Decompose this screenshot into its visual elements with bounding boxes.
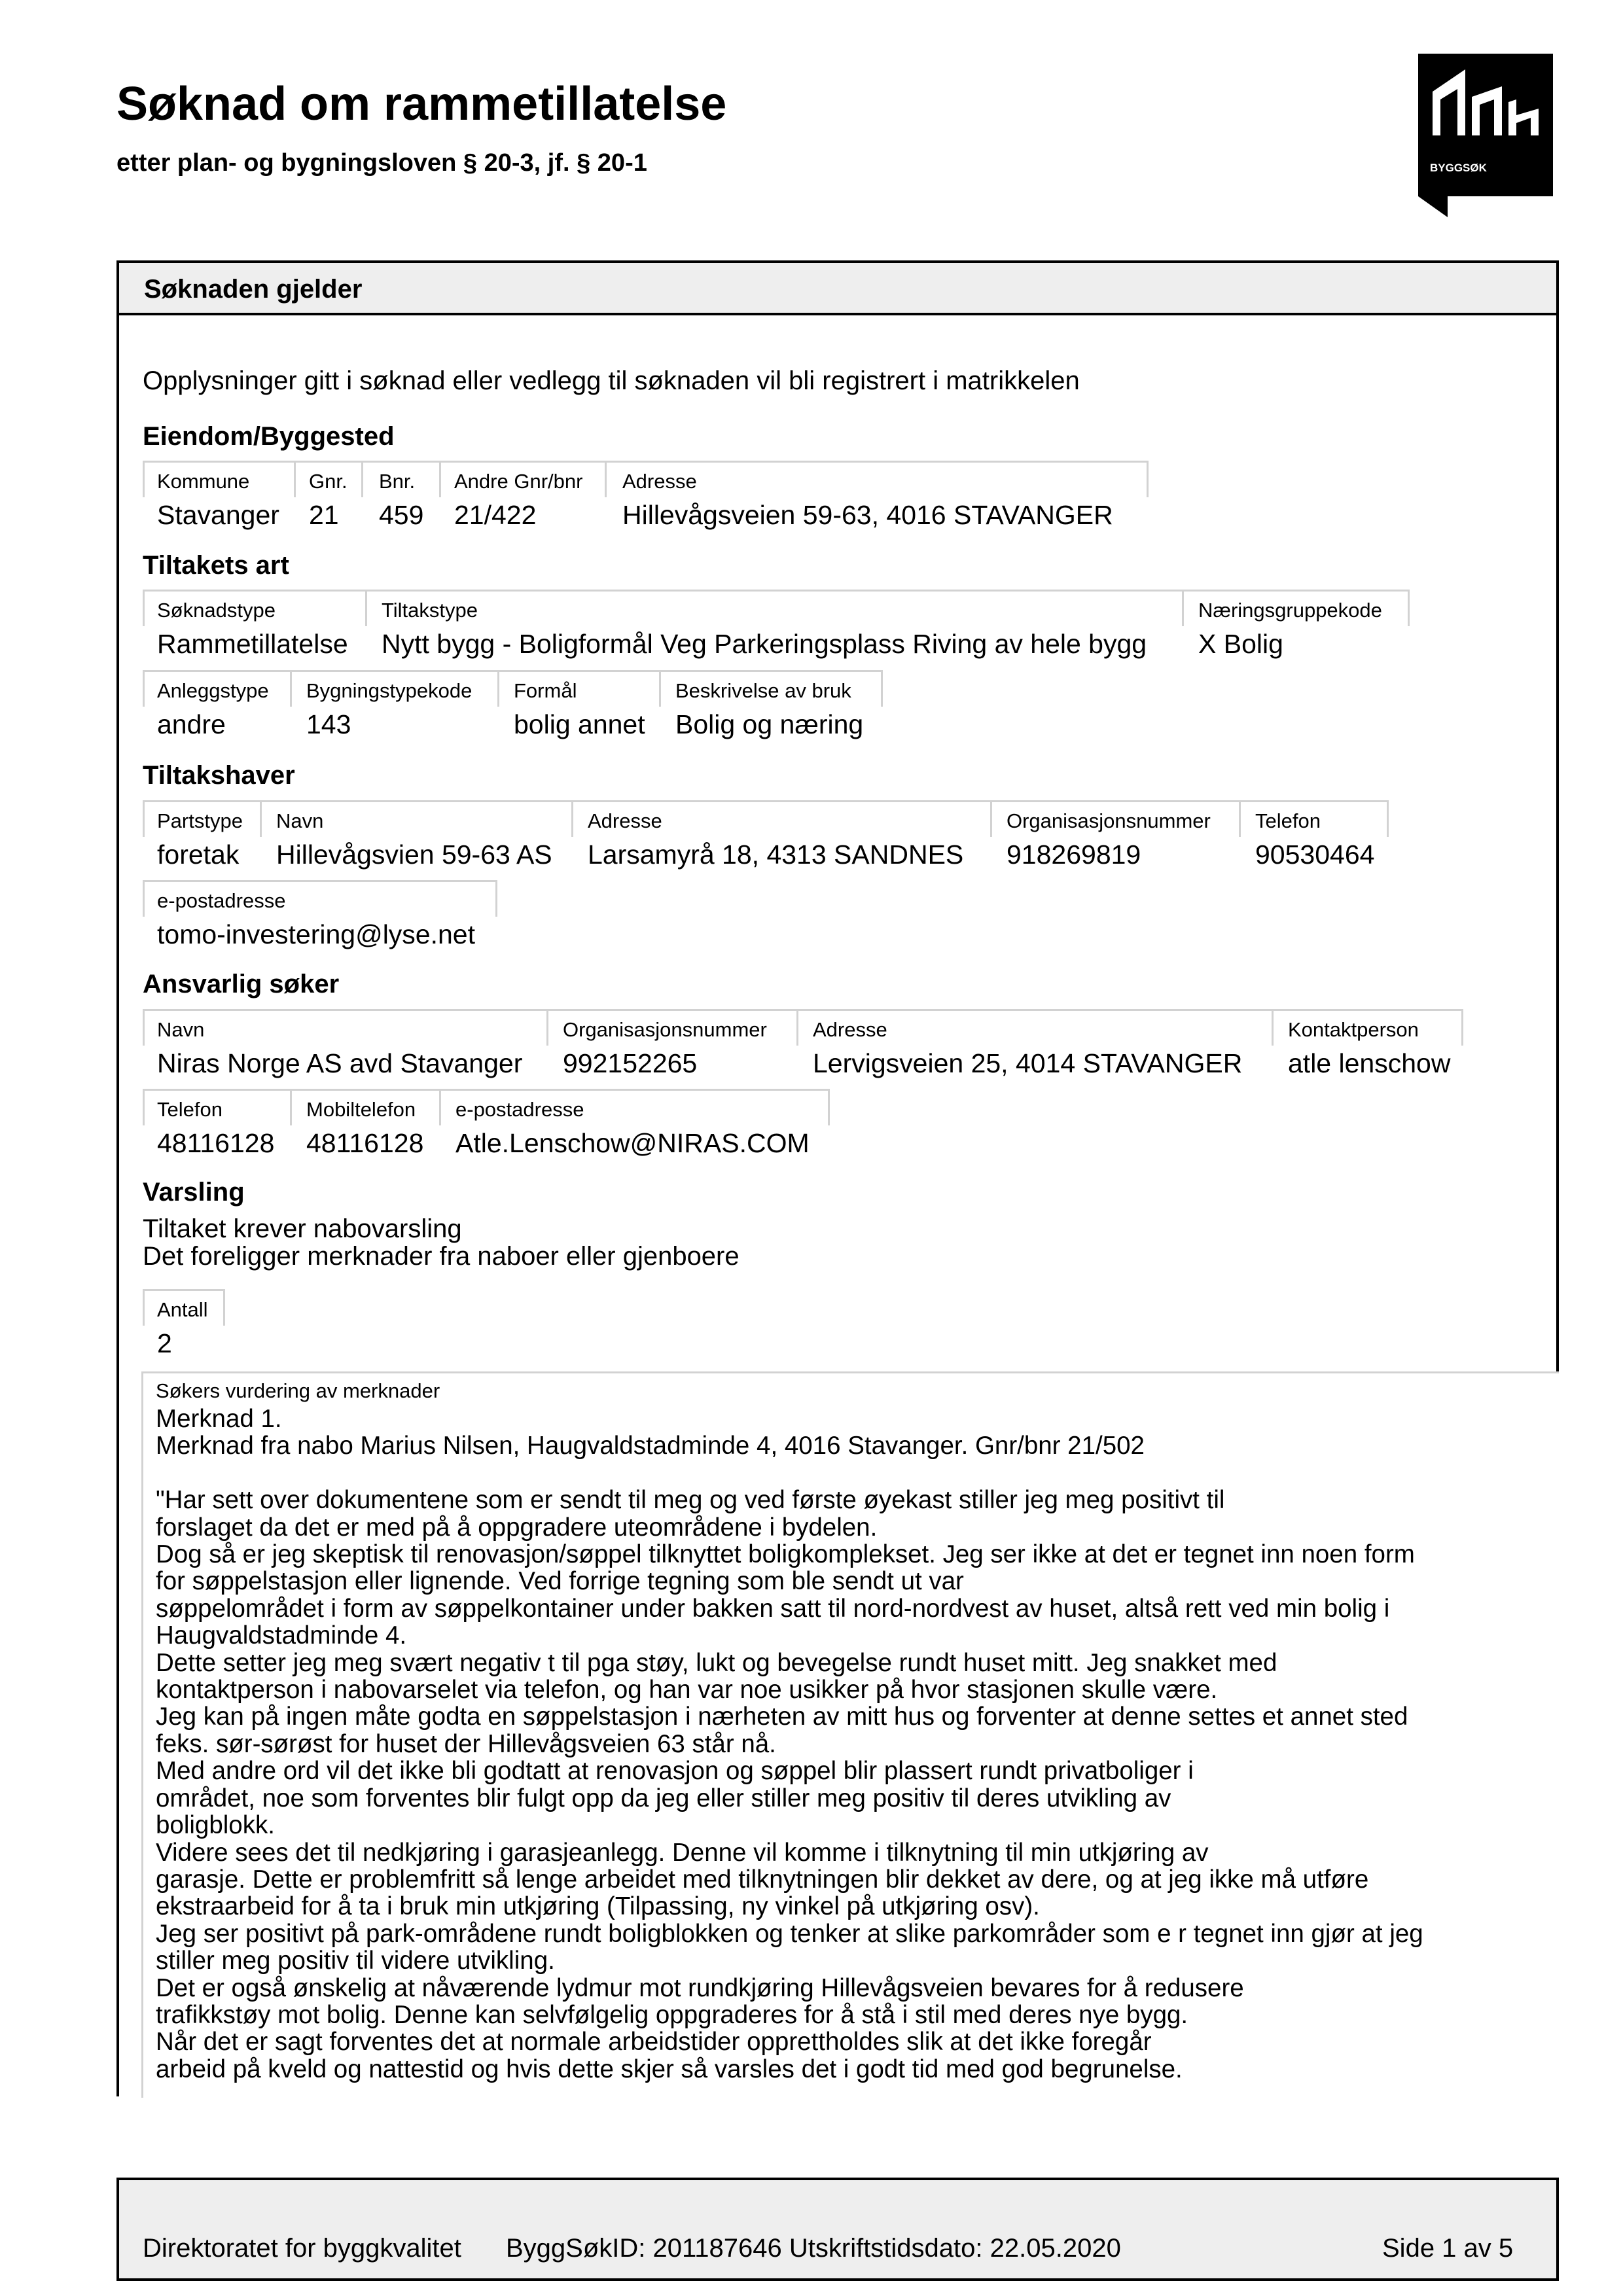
field-partstype [143, 800, 262, 870]
label-adresse-tiltakshaver: Adresse [588, 809, 662, 832]
label-tiltakstype: Tiltakstype [382, 599, 478, 622]
value-andre-gnr-bnr: 21/422 [454, 500, 537, 530]
field-navn-soker [143, 1009, 548, 1078]
label-navn-soker: Navn [157, 1018, 205, 1041]
intro-text: Opplysninger gitt i søknad eller vedlegg til søknaden vil bli registrert i matrikkelen [143, 366, 1080, 395]
heading-varsling: Varsling [143, 1178, 245, 1207]
value-naeringsgruppekode: X Bolig [1198, 629, 1283, 659]
value-adresse-tiltakshaver: Larsamyrå 18, 4313 SANDNES [588, 839, 964, 870]
label-telefon-tiltakshaver: Telefon [1255, 809, 1321, 832]
page-footer [116, 2178, 1559, 2281]
value-kommune: Stavanger [157, 500, 279, 530]
label-mobiltelefon-soker: Mobiltelefon [306, 1098, 416, 1121]
label-anleggstype: Anleggstype [157, 679, 269, 702]
value-bnr: 459 [379, 500, 424, 530]
label-adresse-eiendom: Adresse [622, 470, 697, 493]
label-bnr: Bnr. [379, 470, 416, 493]
field-antall [143, 1289, 225, 1358]
field-epost-soker [441, 1089, 830, 1158]
value-navn-soker: Niras Norge AS avd Stavanger [157, 1048, 523, 1078]
label-naeringsgruppekode: Næringsgruppekode [1198, 599, 1382, 622]
label-formal: Formål [514, 679, 577, 702]
byggsok-logo [1418, 54, 1553, 217]
label-bygningstypekode: Bygningstypekode [306, 679, 473, 702]
value-epost-tiltakshaver: tomo-investering@lyse.net [157, 919, 475, 949]
heading-tiltakshaver: Tiltakshaver [143, 761, 295, 790]
value-epost-soker: Atle.Lenschow@NIRAS.COM [455, 1128, 810, 1158]
section-header [116, 260, 1559, 315]
value-tiltakstype: Nytt bygg - Boligformål Veg Parkeringsplass Riving av hele bygg [382, 629, 1147, 659]
field-telefon-soker [143, 1089, 292, 1158]
value-antall: 2 [157, 1328, 172, 1358]
sokers-vurdering-text: Merknad 1. Merknad fra nabo Marius Nilsen, Haugvaldstadminde 4, 4016 Stavanger. Gnr/bnr 21/502 "Har sett over dokumentene som er sendt til meg og ved første øyekast stiller jeg meg positivt til forslaget da det er med på å oppgradere uteområdene i bydelen. Dog så er jeg skeptisk til renovasjon/søppel tilknyttet boligkomplekset. Jeg ser ikke at det er tegnet inn noen form for søppelstasjon eller lignende. Ved forrige tegning som ble sendt ut var søppelområdet i form av søppelkontainer under bakken satt til nord-nordvest av huset, altså rett ved min bolig i Haugvaldstadminde 4. Dette setter jeg meg svært negativ t til pga støy, lukt og bevegelse rundt huset mitt. Jeg snakket med kontaktperson i nabovarselet via telefon, og han var noe usikker på hvor stasjonen skulle være. Jeg kan på ingen måte godta en søppelstasjon i nærheten av mitt hus og forventer at denne settes et annet sted feks. sør-sørøst for huset der Hillevågsveien 63 står nå. Med andre ord vil det ikke bli godtatt at renovasjon og søppel blir plassert rundt privatboliger i området, noe som forventes blir fulgt opp da jeg eller stiller meg positiv til deres utvikling av boligblokk. Videre sees det til nedkjøring i garasjeanlegg. Denne vil komme i tilknytning til min utkjøring av garasje. Dette er problemfritt så lenge arbeidet med tilknytningen blir dekket av dere, og at jeg ikke må utføre ekstraarbeid for å ta i bruk min utkjøring (Tilpassing, ny vinkel på utkjøring osv). Jeg ser positivt på park-områdene rundt boligblokken og tenker at slike parkområder som e r tegnet inn gjør at jeg stiller meg positiv til videre utvikling. Det er også ønskelig at nåværende lydmur mot rundkjøring Hillevågsveien bevares for å redusere trafikkstøy mot bolig. Denne kan selvfølgelig oppgraderes for å stå i stil med deres nye bygg. Når det er sagt forventes det at normale arbeidstider opprettholdes slik at det ikke foregår arbeid på kveld og nattestid og hvis dette skjer så varsles det i godt tid med god begrunelse. [156, 1405, 1423, 2083]
field-orgnr-soker [548, 1009, 798, 1078]
field-adresse-soker [798, 1009, 1274, 1078]
label-telefon-soker: Telefon [157, 1098, 223, 1121]
field-kommune [143, 461, 296, 530]
field-mobiltelefon-soker [292, 1089, 441, 1158]
field-adresse-eiendom [607, 461, 1149, 530]
label-kommune: Kommune [157, 470, 250, 493]
field-andre-gnr-bnr [441, 461, 607, 530]
value-partstype: foretak [157, 839, 240, 870]
label-sokers-vurdering: Søkers vurdering av merknader [156, 1379, 440, 1402]
value-kontaktperson: atle lenschow [1288, 1048, 1451, 1078]
label-navn-tiltakshaver: Navn [276, 809, 324, 832]
field-anleggstype [143, 670, 292, 739]
field-bygningstypekode [292, 670, 499, 739]
field-naeringsgruppekode [1184, 590, 1410, 659]
field-telefon-tiltakshaver [1241, 800, 1389, 870]
field-gnr [296, 461, 363, 530]
label-soknadstype: Søknadstype [157, 599, 276, 622]
document-title: Søknad om rammetillatelse [116, 78, 727, 130]
label-gnr: Gnr. [309, 470, 348, 493]
varsling-line-1: Tiltaket krever nabovarsling [143, 1214, 462, 1243]
field-tiltakstype [367, 590, 1184, 659]
value-orgnr-tiltakshaver: 918269819 [1007, 839, 1141, 870]
field-kontaktperson [1274, 1009, 1463, 1078]
value-mobiltelefon-soker: 48116128 [306, 1128, 424, 1158]
field-formal [499, 670, 661, 739]
field-navn-tiltakshaver [262, 800, 573, 870]
value-orgnr-soker: 992152265 [563, 1048, 698, 1078]
field-bnr [363, 461, 441, 530]
varsling-line-2: Det foreligger merknader fra naboer eller gjenboere [143, 1242, 740, 1271]
section-title: Søknaden gjelder [144, 275, 363, 304]
heading-tiltakets-art: Tiltakets art [143, 551, 289, 580]
label-beskrivelse-av-bruk: Beskrivelse av bruk [675, 679, 851, 702]
label-adresse-soker: Adresse [813, 1018, 887, 1041]
heading-ansvarlig-soker: Ansvarlig søker [143, 970, 340, 998]
footer-byggsok-id: ByggSøkID: 201187646 Utskriftstidsdato: 22.05.2020 [506, 2234, 1121, 2263]
label-andre-gnr-bnr: Andre Gnr/bnr [454, 470, 583, 493]
value-anleggstype: andre [157, 709, 226, 739]
value-beskrivelse-av-bruk: Bolig og næring [675, 709, 864, 739]
value-adresse-eiendom: Hillevågsveien 59-63, 4016 STAVANGER [622, 500, 1113, 530]
value-navn-tiltakshaver: Hillevågsvien 59-63 AS [276, 839, 552, 870]
label-orgnr-soker: Organisasjonsnummer [563, 1018, 767, 1041]
label-antall: Antall [157, 1298, 208, 1321]
label-epost-tiltakshaver: e-postadresse [157, 889, 286, 912]
document-subtitle: etter plan- og bygningsloven § 20-3, jf. § 20-1 [116, 149, 647, 177]
field-soknadstype [143, 590, 367, 659]
label-kontaktperson: Kontaktperson [1288, 1018, 1419, 1041]
label-partstype: Partstype [157, 809, 243, 832]
field-beskrivelse-av-bruk [661, 670, 883, 739]
footer-page-number: Side 1 av 5 [1382, 2234, 1514, 2263]
logo-text: BYGGSØK [1430, 162, 1487, 174]
value-bygningstypekode: 143 [306, 709, 351, 739]
label-orgnr-tiltakshaver: Organisasjonsnummer [1007, 809, 1211, 832]
field-epost-tiltakshaver [143, 880, 497, 949]
field-orgnr-tiltakshaver [992, 800, 1241, 870]
footer-organisation: Direktoratet for byggkvalitet [143, 2234, 461, 2263]
field-adresse-tiltakshaver [573, 800, 992, 870]
value-adresse-soker: Lervigsveien 25, 4014 STAVANGER [813, 1048, 1243, 1078]
heading-eiendom: Eiendom/Byggested [143, 422, 395, 451]
value-gnr: 21 [309, 500, 339, 530]
label-epost-soker: e-postadresse [455, 1098, 584, 1121]
value-telefon-soker: 48116128 [157, 1128, 275, 1158]
value-telefon-tiltakshaver: 90530464 [1255, 839, 1375, 870]
value-soknadstype: Rammetillatelse [157, 629, 348, 659]
value-formal: bolig annet [514, 709, 645, 739]
